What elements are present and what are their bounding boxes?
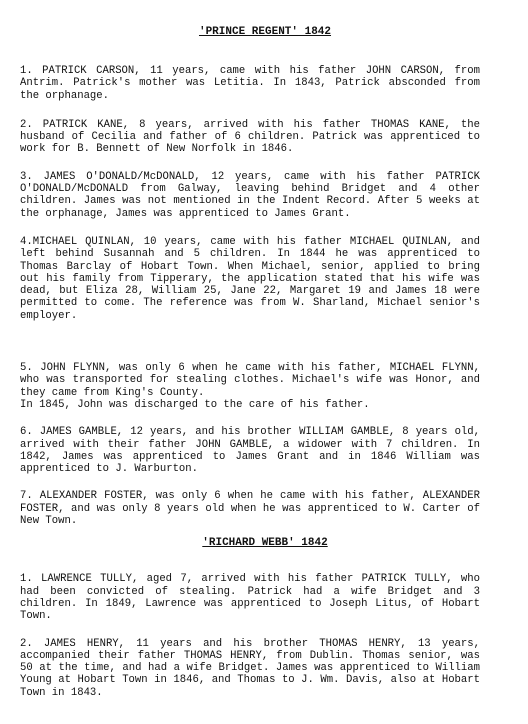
entry-michael-quinlan: 4.MICHAEL QUINLAN, 10 years, came with his father MICHAEL QUINLAN, and left behind Susannah and 5 children. In 1844 he was apprenticed to Thomas Barclay of Hobart Town. When Michael, senior, applied to bring out his family from Tipperary, the application stated that his wife was dead, but Eliza 28, William 25, Jane 22, Margaret 19 and James 18 were permitted to come. The reference was from W. Sharland, Michael senior's employer.: [20, 235, 480, 322]
entry-james-odonald: 3. JAMES O'DONALD/McDONALD, 12 years, came with his father PATRICK O'DONALD/McDONALD from Galway, leaving behind Bridget and 4 other children. James was not mentioned in the Indent Record. After 5 weeks at the orphanage, James was apprenticed to James Grant.: [20, 170, 480, 220]
entry-john-flynn-text: 5. JOHN FLYNN, was only 6 when he came with his father, MICHAEL FLYNN, who was transported for stealing clothes. Michael's wife was Honor, and they came from King's County.: [20, 362, 480, 399]
entry-james-henry: 2. JAMES HENRY, 11 years and his brother THOMAS HENRY, 13 years, accompanied their father THOMAS HENRY, from Dublin. Thomas senior, was 50 at the time, and had a wife Bridget. James was apprenticed to William Young at Hobart Town in 1846, and Thomas to J. Wm. Davis, also at Hobart Town in 1843.: [20, 637, 480, 699]
entry-john-flynn: [20, 362, 480, 411]
entry-alexander-foster: 7. ALEXANDER FOSTER, was only 6 when he came with his father, ALEXANDER FOSTER, and was only 8 years old when he was apprenticed to W. Carter of New Town.: [20, 490, 480, 528]
section-heading-richard-webb: 'RICHARD WEBB' 1842: [202, 537, 328, 550]
entry-lawrence-tully: 1. LAWRENCE TULLY, aged 7, arrived with his father PATRICK TULLY, who had been convicted of stealing. Patrick had a wife Bridget and 3 children. In 1849, Lawrence was apprenticed to Joseph Litus, of Hobart Town.: [20, 573, 480, 623]
entry-james-gamble: 6. JAMES GAMBLE, 12 years, and his brother WILLIAM GAMBLE, 8 years old, arrived with their father JOHN GAMBLE, a widower with 7 children. In 1842, James was apprenticed to James Grant and in 1846 William was apprenticed to J. Warburton.: [20, 426, 480, 476]
entry-patrick-carson: 1. PATRICK CARSON, 11 years, came with his father JOHN CARSON, from Antrim. Patrick's mother was Letitia. In 1843, Patrick absconded from the orphanage.: [20, 65, 480, 102]
section-heading-prince-regent: 'PRINCE REGENT' 1842: [198, 26, 332, 38]
entry-john-flynn-note: In 1845, John was discharged to the care of his father.: [20, 398, 370, 411]
entry-patrick-kane: 2. PATRICK KANE, 8 years, arrived with his father THOMAS KANE, the husband of Cecilia and father of 6 children. Patrick was apprenticed to work for B. Bennett of New Norfolk in 1846.: [20, 118, 480, 156]
